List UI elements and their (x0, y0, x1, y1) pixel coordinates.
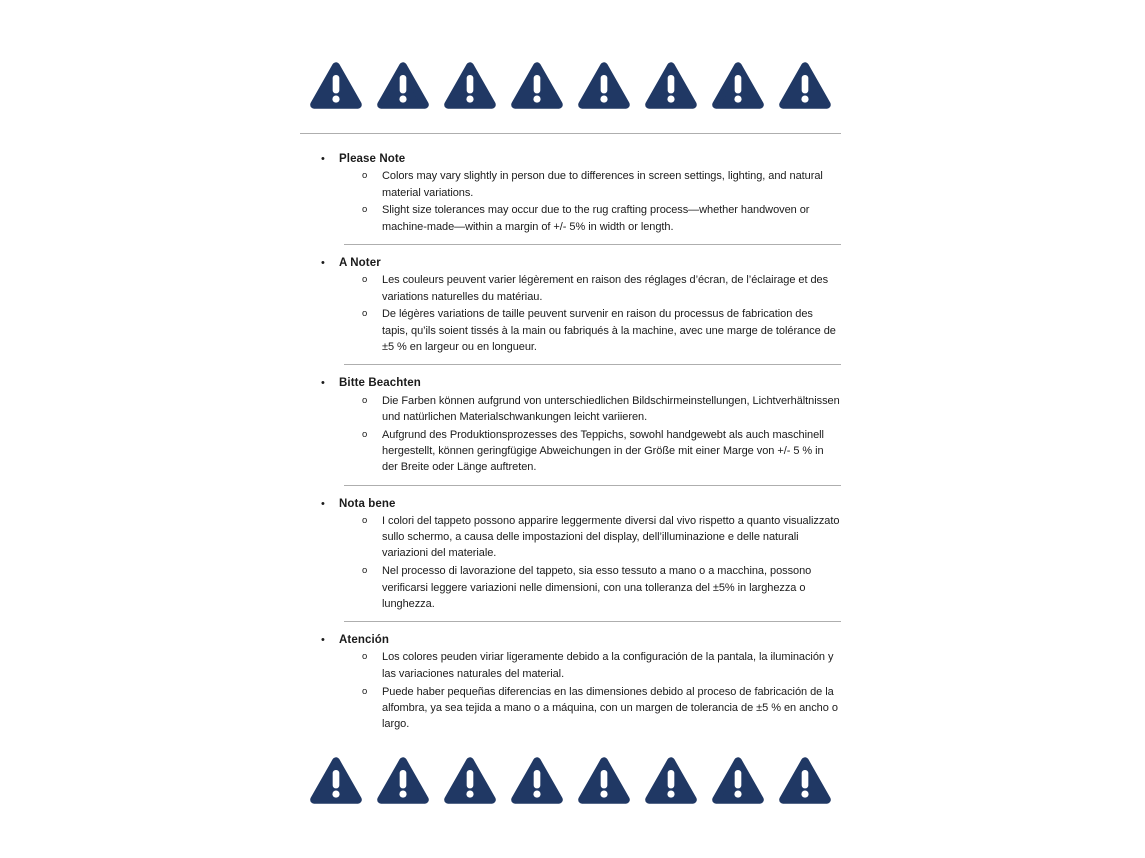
list-item (300, 513, 841, 562)
sub-bullet-icon: o (362, 394, 368, 406)
section-please-note (300, 151, 841, 245)
section-atencion (300, 632, 841, 732)
list-item (300, 427, 841, 476)
list-item (300, 202, 841, 235)
note-text: Les couleurs peuvent varier légèrement en raison des réglages d’écran, de l’éclairage et des variations naturelles du matériau. (382, 274, 829, 303)
sub-bullet-icon: o (362, 685, 368, 697)
sub-bullet-icon: o (362, 565, 368, 577)
warning-triangle-icon (710, 754, 766, 807)
section-heading: Atención (339, 634, 389, 647)
sub-bullet-icon: o (362, 308, 368, 320)
bullet-icon: • (321, 634, 325, 647)
list-item (300, 649, 841, 682)
note-text: Colors may vary slightly in person due to differences in screen settings, lighting, and natural material variations. (382, 170, 823, 199)
warning-triangle-icon (643, 754, 699, 807)
list-item (300, 393, 841, 426)
note-text: Puede haber pequeñas diferencias en las dimensiones debido al proceso de fabricación de la alfombra, ya sea tejida a mano o a máquina, con un margen de tolerancia de ±5 % en ancho o largo. (382, 685, 838, 731)
sub-bullet-icon: o (362, 204, 368, 216)
note-text: Nel processo di lavorazione del tappeto, sia esso tessuto a mano o a macchina, possono verificarsi leggere variazioni nelle dimensioni, con una tolleranza del ±5% in larghezza o lunghezza. (382, 565, 812, 610)
section-heading: Please Note (339, 153, 406, 165)
warning-triangle-icon (308, 754, 364, 807)
section-bitte-beachten (300, 375, 841, 485)
sub-bullet-icon: o (362, 274, 368, 286)
divider (344, 621, 841, 622)
warning-row-top (308, 58, 833, 112)
warning-triangle-icon (777, 754, 833, 807)
list-item (300, 272, 841, 305)
sub-bullet-icon: o (362, 428, 368, 440)
warning-triangle-icon (442, 59, 498, 112)
warning-triangle-icon (710, 59, 766, 112)
list-item (300, 684, 841, 733)
warning-triangle-icon (375, 754, 431, 807)
note-text: I colori del tappeto possono apparire leggermente diversi dal vivo rispetto a quanto visualizzato sullo schermo, a causa delle impostazioni del display, dell’illuminazione e delle naturali variazioni del materiale. (382, 514, 840, 560)
list-item (300, 168, 841, 201)
bullet-icon: • (321, 377, 325, 390)
section-nota-bene (300, 496, 841, 623)
warning-row-bottom (308, 753, 833, 807)
warning-triangle-icon (442, 754, 498, 807)
sub-bullet-icon: o (362, 170, 368, 182)
warning-triangle-icon (777, 59, 833, 112)
sub-bullet-icon: o (362, 651, 368, 663)
list-item (300, 563, 841, 612)
divider (344, 244, 841, 245)
sub-bullet-icon: o (362, 514, 368, 526)
section-heading: A Noter (339, 256, 381, 269)
bullet-icon: • (321, 256, 325, 269)
divider (344, 364, 841, 365)
section-heading: Bitte Beachten (339, 377, 421, 390)
note-text: Slight size tolerances may occur due to the rug crafting process—whether handwoven or machine-made—within a margin of +/- 5% in width or length. (382, 204, 810, 233)
warning-triangle-icon (308, 59, 364, 112)
section-heading: Nota bene (339, 497, 396, 510)
warning-triangle-icon (509, 59, 565, 112)
warning-triangle-icon (509, 754, 565, 807)
list-item (300, 306, 841, 355)
warning-triangle-icon (375, 59, 431, 112)
warning-triangle-icon (576, 59, 632, 112)
section-a-noter (300, 255, 841, 365)
document-page (300, 0, 841, 807)
note-text: Aufgrund des Produktionsprozesses des Teppichs, sowohl handgewebt als auch maschinell hergestellt, können geringfügige Abweichungen in der Größe mit einer Marge von +/- 5 % in der Breite oder Länge auftreten. (382, 428, 824, 474)
bullet-icon: • (321, 497, 325, 510)
note-text: De légères variations de taille peuvent survenir en raison du processus de fabrication des tapis, qu’ils soient tissés à la main ou fabriqués à la machine, avec une marge de tolérance de ±5 % en largeur ou en longueur. (382, 308, 836, 353)
divider (300, 133, 841, 134)
note-text: Los colores peuden viriar ligeramente debido a la configuración de la pantala, la iluminación y las variaciones naturales del material. (382, 651, 834, 680)
divider (344, 485, 841, 486)
warning-triangle-icon (576, 754, 632, 807)
bullet-icon: • (321, 153, 325, 165)
warning-triangle-icon (643, 59, 699, 112)
note-text: Die Farben können aufgrund von unterschiedlichen Bildschirmeinstellungen, Lichtverhältnissen und natürlichen Materialschwankungen leicht variieren. (382, 394, 840, 423)
